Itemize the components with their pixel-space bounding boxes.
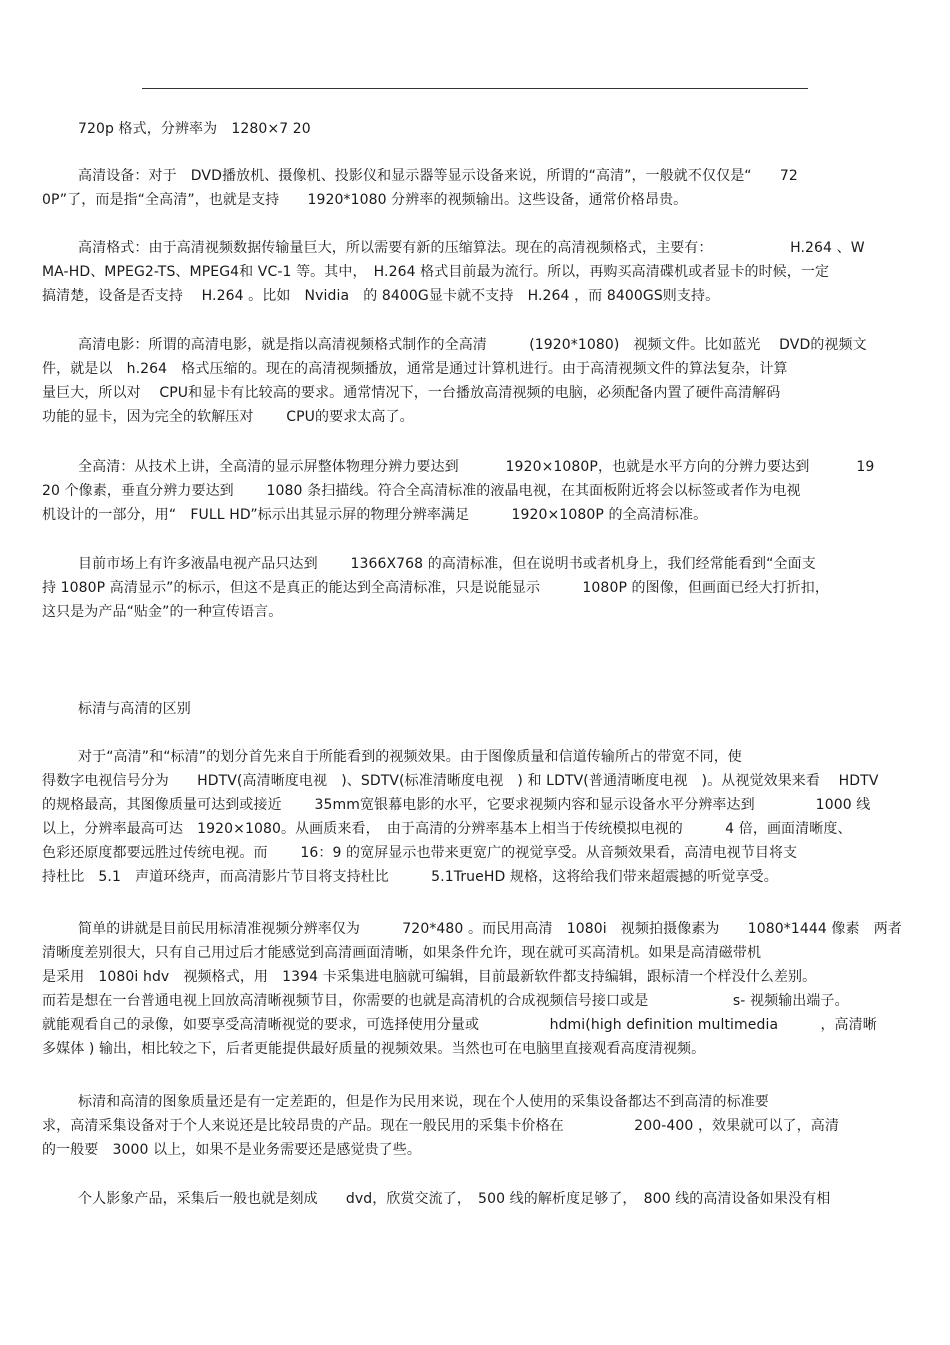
text-line: 持杜比 5.1 声道环绕声，而高清影片节目将支持杜比 5.1TrueHD 规格，这将给我们带来超震撼的听觉享受。 xyxy=(42,869,778,885)
paragraph-sd-hd-division xyxy=(42,745,912,889)
text-line: 求，高清采集设备对于个人来说还是比较昂贵的产品。现在一般民用的采集卡价格在 200-400 ，效果就可以了，高清 xyxy=(42,1118,839,1134)
text-line: 以上，分辨率最高可达 1920×1080。从画质来看， 由于高清的分辨率基本上相当于传统模拟电视的 4 倍，画面清晰度、 xyxy=(42,821,852,837)
paragraph-hd-movie xyxy=(42,333,912,429)
text-line: 的规格最高，其图像质量可达到或接近 35mm宽银幕电影的水平，它要求视频内容和显示设备水平分辨率达到 1000 线 xyxy=(42,797,871,813)
text-line: 高清设备：对于 DVD播放机、摄像机、投影仪和显示器等显示设备来说，所谓的“高清”，一般就不仅仅是“ 72 xyxy=(78,168,798,184)
section-heading xyxy=(42,697,912,721)
text-line: 的一般要 3000 以上，如果不是业务需要还是感觉贵了些。 xyxy=(42,1142,421,1158)
text-line: 机设计的一部分，用“ FULL HD”标示出其显示屏的物理分辨率满足 1920×1080P 的全高清标准。 xyxy=(42,507,708,523)
text-line: 高清格式：由于高清视频数据传输量巨大，所以需要有新的压缩算法。现在的高清视频格式，主要有： H.264 、W xyxy=(78,240,865,256)
paragraph-personal-imaging xyxy=(42,1187,912,1211)
text-line: 标清和高清的图象质量还是有一定差距的，但是作为民用来说，现在个人使用的采集设备都达不到高清的标准要 xyxy=(78,1094,769,1110)
paragraph-simple-explanation xyxy=(42,917,912,1061)
text-line: 高清电影：所谓的高清电影，就是指以高清视频格式制作的全高清 (1920*1080) 视频文件。比如蓝光 DVD的视频文 xyxy=(78,337,867,353)
text-line: 搞清楚，设备是否支持 H.264 。比如 Nvidia 的 8400G显卡就不支持 H.264 ，而 8400GS则支持。 xyxy=(42,288,720,304)
text-line: 得数字电视信号分为 HDTV(高清晰度电视 )、SDTV(标准清晰度电视 ) 和 LDTV(普通清晰度电视 )。从视觉效果来看 HDTV xyxy=(42,773,879,789)
text-line: 20 个像素，垂直分辨力要达到 1080 条扫描线。符合全高清标准的液晶电视，在其面板附近将会以标签或者作为电视 xyxy=(42,483,801,499)
text-line: MA-HD、MPEG2-TS、MPEG4和 VC-1 等。其中， H.264 格式目前最为流行。所以，再购买高清碟机或者显卡的时候，一定 xyxy=(42,264,830,280)
text-line: 持 1080P 高清显示”的标示，但这不是真正的能达到全高清标准，只是说能显示 1080P 的图像，但画面已经大打折扣， xyxy=(42,580,829,596)
text-line: 就能观看自己的录像，如要享受高清晰视觉的要求，可选择使用分量或 hdmi(high definition multimedia ，高清晰 xyxy=(42,1017,877,1033)
text-line: 对于“高清”和“标清”的划分首先来自于所能看到的视频效果。由于图像质量和信道传输所占的带宽不同，使 xyxy=(78,749,742,765)
header-rule xyxy=(142,88,808,89)
heading-sd-vs-hd: 标清与高清的区别 xyxy=(78,701,191,717)
text-line: 多媒体 ) 输出，相比较之下，后者更能提供最好质量的视频效果。当然也可在电脑里直接观看高度清视频。 xyxy=(42,1041,706,1057)
paragraph-full-hd xyxy=(42,455,912,527)
text-line: 目前市场上有许多液晶电视产品只达到 1366X768 的高清标准，但在说明书或者机身上，我们经常能看到“全面支 xyxy=(78,556,816,572)
text-line: 清晰度差别很大，只有自己用过后才能感觉到高清画面清晰，如果条件允许，现在就可买高清机。如果是高清磁带机 xyxy=(42,945,762,961)
paragraph-hd-format xyxy=(42,236,912,308)
paragraph-image-quality xyxy=(42,1090,912,1162)
text-line: 全高清：从技术上讲，全高清的显示屏整体物理分辨力要达到 1920×1080P，也就是水平方向的分辨力要达到 19 xyxy=(78,459,875,475)
text-line: 件，就是以 h.264 格式压缩的。现在的高清视频播放，通常是通过计算机进行。由于高清视频文件的算法复杂，计算 xyxy=(42,361,788,377)
text-line: 功能的显卡，因为完全的软解压对 CPU的要求太高了。 xyxy=(42,409,414,425)
text-line: 这只是为产品“贴金”的一种宣传语言。 xyxy=(42,604,283,620)
paragraph-market xyxy=(42,552,912,624)
text-line: 是采用 1080i hdv 视频格式，用 1394 卡采集进电脑就可编辑，目前最新软件都支持编辑，跟标清一个样没什么差别。 xyxy=(42,969,817,985)
paragraph-hd-device xyxy=(42,164,912,212)
text-line: 个人影象产品，采集后一般也就是刻成 dvd，欣赏交流了， 500 线的解析度足够了， 800 线的高清设备如果没有相 xyxy=(78,1191,831,1207)
text-line: 简单的讲就是目前民用标清准视频分辨率仅为 720*480 。而民用高清 1080i 视频拍摄像素为 1080*1444 像素 两者 xyxy=(78,921,902,937)
text-line: 量巨大，所以对 CPU和显卡有比较高的要求。通常情况下，一台播放高清视频的电脑，必须配备内置了硬件高清解码 xyxy=(42,385,781,401)
text-line: 色彩还原度都要远胜过传统电视。而 16：9 的宽屏显示也带来更宽广的视觉享受。从音频效果看，高清电视节目将支 xyxy=(42,845,798,861)
paragraph-720p xyxy=(42,117,912,141)
text-line: 而若是想在一台普通电视上回放高清晰视频节目，你需要的也就是高清机的合成视频信号接口或是 s- 视频输出端子。 xyxy=(42,993,849,1009)
text-line: 720p 格式，分辨率为 1280×7 20 xyxy=(78,121,311,137)
text-line: 0P”了，而是指“全高清”，也就是支持 1920*1080 分辨率的视频输出。这些设备，通常价格昂贵。 xyxy=(42,192,688,208)
